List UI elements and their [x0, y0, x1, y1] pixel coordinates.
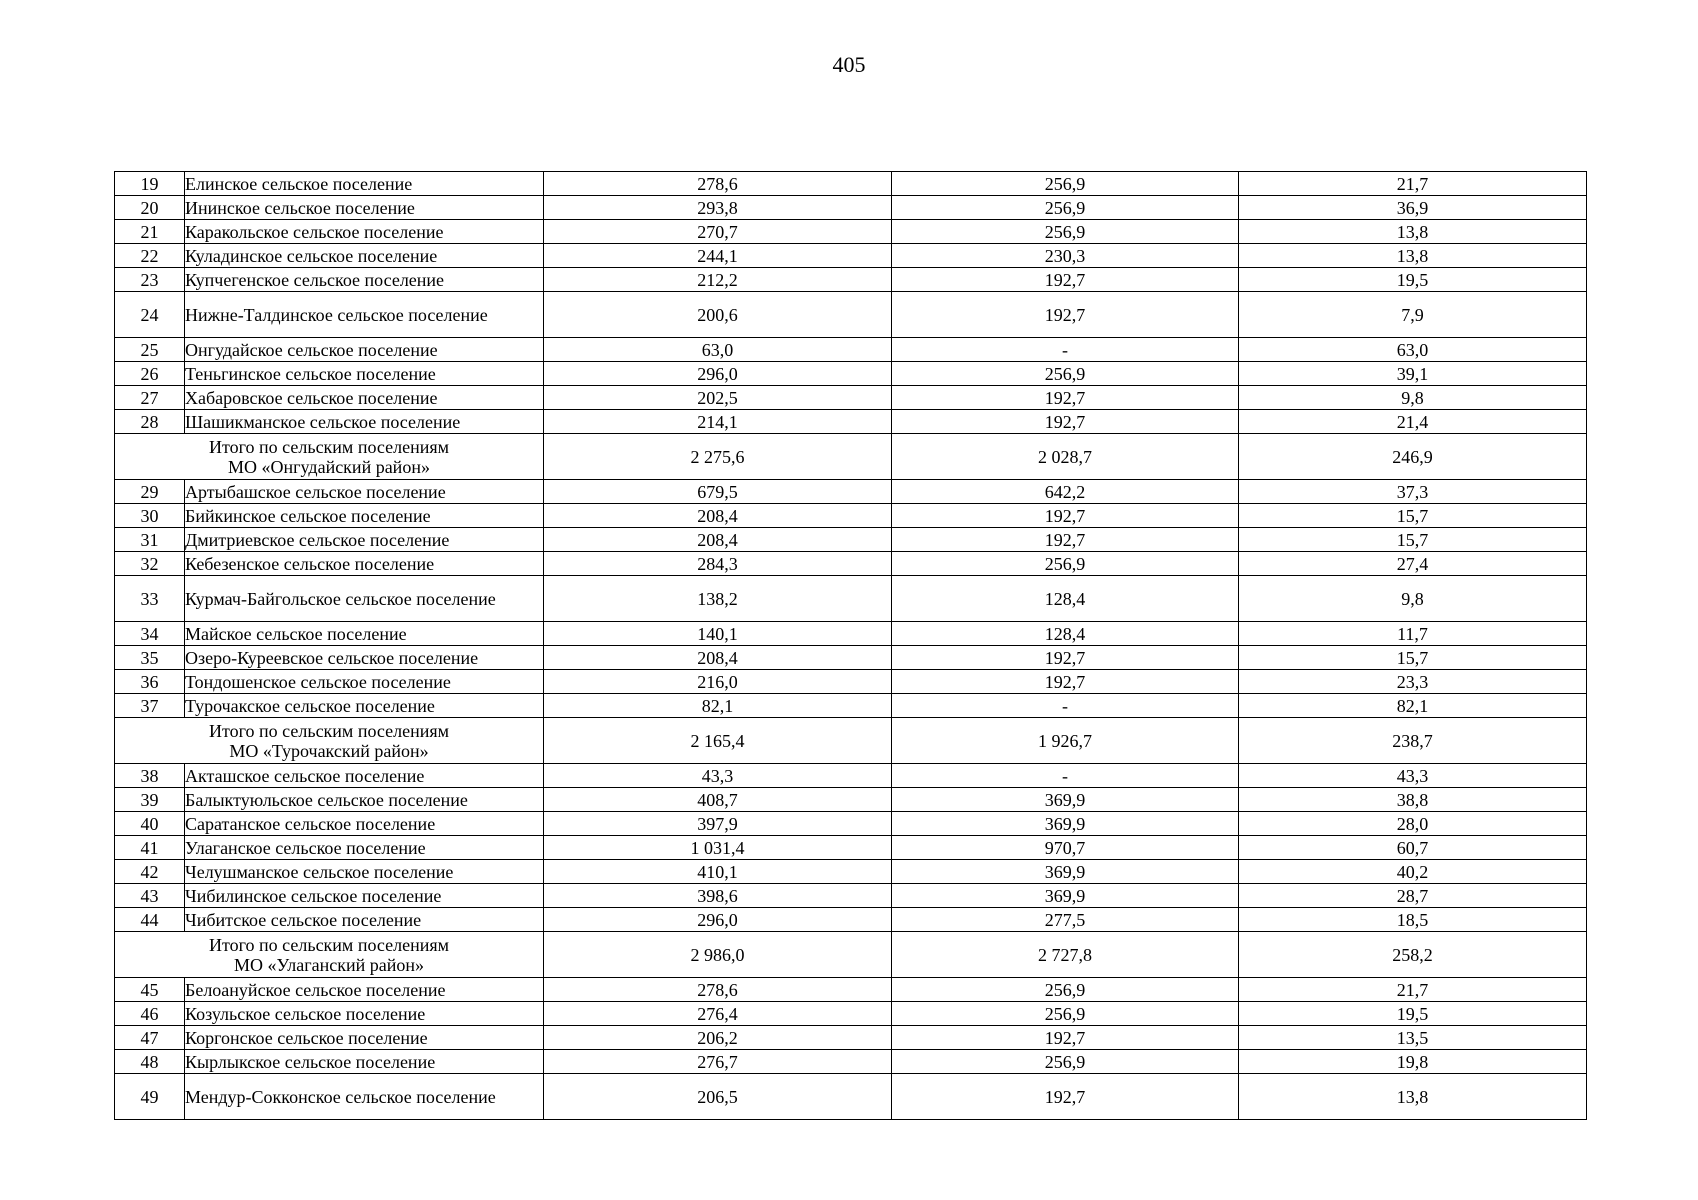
- table-row: [115, 244, 1587, 268]
- table-row: [115, 504, 1587, 528]
- settlements-budget-table: [114, 171, 1587, 1120]
- value-cell-v3: 18,5: [1239, 908, 1587, 932]
- value-cell-v1: 296,0: [544, 362, 892, 386]
- value-cell-v2: 256,9: [892, 196, 1239, 220]
- value-cell-v2: 192,7: [892, 504, 1239, 528]
- value-cell-v1: 2 165,4: [544, 718, 892, 764]
- table-row: [115, 646, 1587, 670]
- value-cell-v1: 2 986,0: [544, 932, 892, 978]
- value-cell-v1: 202,5: [544, 386, 892, 410]
- value-cell-v2: 128,4: [892, 622, 1239, 646]
- value-cell-v2: 192,7: [892, 386, 1239, 410]
- settlement-name: Турочакское сельское поселение: [185, 694, 544, 718]
- value-cell-v2: 256,9: [892, 552, 1239, 576]
- table-row: [115, 694, 1587, 718]
- settlement-name: Кырлыкское сельское поселение: [185, 1050, 544, 1074]
- value-cell-v3: 21,4: [1239, 410, 1587, 434]
- row-number: 22: [115, 244, 185, 268]
- value-cell-v3: 43,3: [1239, 764, 1587, 788]
- row-number: 43: [115, 884, 185, 908]
- value-cell-v2: 256,9: [892, 978, 1239, 1002]
- value-cell-v2: 256,9: [892, 220, 1239, 244]
- subtotal-row: [115, 718, 1587, 764]
- row-number: 46: [115, 1002, 185, 1026]
- subtotal-label: [115, 718, 544, 764]
- table-row: [115, 196, 1587, 220]
- settlement-name: Озеро-Куреевское сельское поселение: [185, 646, 544, 670]
- row-number: 26: [115, 362, 185, 386]
- table-row: [115, 812, 1587, 836]
- value-cell-v1: 398,6: [544, 884, 892, 908]
- settlement-name: Куладинское сельское поселение: [185, 244, 544, 268]
- row-number: 35: [115, 646, 185, 670]
- settlement-name: Шашикманское сельское поселение: [185, 410, 544, 434]
- value-cell-v2: 230,3: [892, 244, 1239, 268]
- value-cell-v3: 37,3: [1239, 480, 1587, 504]
- value-cell-v3: 15,7: [1239, 504, 1587, 528]
- table-row: [115, 1002, 1587, 1026]
- table-row: [115, 622, 1587, 646]
- value-cell-v2: 192,7: [892, 1074, 1239, 1120]
- row-number: 19: [115, 172, 185, 196]
- row-number: 29: [115, 480, 185, 504]
- row-number: 32: [115, 552, 185, 576]
- table-body: [115, 172, 1587, 1120]
- value-cell-v1: 270,7: [544, 220, 892, 244]
- value-cell-v3: 21,7: [1239, 978, 1587, 1002]
- value-cell-v2: 192,7: [892, 646, 1239, 670]
- settlement-name: Артыбашское сельское поселение: [185, 480, 544, 504]
- value-cell-v2: 192,7: [892, 670, 1239, 694]
- subtotal-label-line1: Итого по сельским поселениям: [208, 436, 450, 457]
- value-cell-v3: 13,8: [1239, 244, 1587, 268]
- row-number: 33: [115, 576, 185, 622]
- value-cell-v2: 970,7: [892, 836, 1239, 860]
- value-cell-v2: 192,7: [892, 528, 1239, 552]
- settlement-name: Чибитское сельское поселение: [185, 908, 544, 932]
- value-cell-v1: 216,0: [544, 670, 892, 694]
- table-row: [115, 292, 1587, 338]
- row-number: 23: [115, 268, 185, 292]
- table-row: [115, 552, 1587, 576]
- row-number: 40: [115, 812, 185, 836]
- table-row: [115, 338, 1587, 362]
- value-cell-v2: 256,9: [892, 1050, 1239, 1074]
- value-cell-v2: 369,9: [892, 884, 1239, 908]
- settlement-name: Коргонское сельское поселение: [185, 1026, 544, 1050]
- value-cell-v2: 369,9: [892, 860, 1239, 884]
- row-number: 48: [115, 1050, 185, 1074]
- value-cell-v3: 13,8: [1239, 220, 1587, 244]
- value-cell-v2: 256,9: [892, 172, 1239, 196]
- subtotal-label-line1: Итого по сельским поселениям: [208, 720, 450, 741]
- value-cell-v2: 642,2: [892, 480, 1239, 504]
- row-number: 44: [115, 908, 185, 932]
- value-cell-v1: 296,0: [544, 908, 892, 932]
- value-cell-v3: 9,8: [1239, 386, 1587, 410]
- row-number: 31: [115, 528, 185, 552]
- value-cell-v2: 1 926,7: [892, 718, 1239, 764]
- value-cell-v3: 15,7: [1239, 528, 1587, 552]
- table-row: [115, 908, 1587, 932]
- value-cell-v3: 19,5: [1239, 1002, 1587, 1026]
- value-cell-v1: 206,2: [544, 1026, 892, 1050]
- value-cell-v1: 679,5: [544, 480, 892, 504]
- value-cell-v1: 276,7: [544, 1050, 892, 1074]
- subtotal-row: [115, 932, 1587, 978]
- table-row: [115, 528, 1587, 552]
- table-row: [115, 1074, 1587, 1120]
- value-cell-v1: 2 275,6: [544, 434, 892, 480]
- row-number: 28: [115, 410, 185, 434]
- table-row: [115, 362, 1587, 386]
- settlement-name: Кебезенское сельское поселение: [185, 552, 544, 576]
- subtotal-label: [115, 932, 544, 978]
- value-cell-v2: -: [892, 764, 1239, 788]
- value-cell-v3: 7,9: [1239, 292, 1587, 338]
- value-cell-v3: 82,1: [1239, 694, 1587, 718]
- table-row: [115, 220, 1587, 244]
- value-cell-v3: 13,8: [1239, 1074, 1587, 1120]
- value-cell-v3: 21,7: [1239, 172, 1587, 196]
- row-number: 39: [115, 788, 185, 812]
- row-number: 41: [115, 836, 185, 860]
- row-number: 38: [115, 764, 185, 788]
- value-cell-v2: 128,4: [892, 576, 1239, 622]
- value-cell-v2: 2 727,8: [892, 932, 1239, 978]
- settlement-name: Дмитриевское сельское поселение: [185, 528, 544, 552]
- value-cell-v2: 369,9: [892, 812, 1239, 836]
- row-number: 21: [115, 220, 185, 244]
- value-cell-v1: 284,3: [544, 552, 892, 576]
- table-row: [115, 1026, 1587, 1050]
- subtotal-label-line2: МО «Турочакский район»: [229, 740, 429, 761]
- settlement-name: Бийкинское сельское поселение: [185, 504, 544, 528]
- value-cell-v1: 200,6: [544, 292, 892, 338]
- value-cell-v1: 410,1: [544, 860, 892, 884]
- settlement-name: Хабаровское сельское поселение: [185, 386, 544, 410]
- value-cell-v3: 28,7: [1239, 884, 1587, 908]
- row-number: 49: [115, 1074, 185, 1120]
- value-cell-v1: 276,4: [544, 1002, 892, 1026]
- subtotal-label-line2: МО «Улаганский район»: [234, 954, 424, 975]
- value-cell-v3: 60,7: [1239, 836, 1587, 860]
- value-cell-v1: 212,2: [544, 268, 892, 292]
- value-cell-v3: 38,8: [1239, 788, 1587, 812]
- settlement-name: Каракольское сельское поселение: [185, 220, 544, 244]
- value-cell-v3: 23,3: [1239, 670, 1587, 694]
- value-cell-v1: 43,3: [544, 764, 892, 788]
- value-cell-v2: 2 028,7: [892, 434, 1239, 480]
- value-cell-v1: 138,2: [544, 576, 892, 622]
- settlement-name: Онгудайское сельское поселение: [185, 338, 544, 362]
- settlement-name: Козульское сельское поселение: [185, 1002, 544, 1026]
- table-row: [115, 480, 1587, 504]
- value-cell-v3: 39,1: [1239, 362, 1587, 386]
- settlement-name: Ининское сельское поселение: [185, 196, 544, 220]
- value-cell-v1: 397,9: [544, 812, 892, 836]
- row-number: 37: [115, 694, 185, 718]
- table-row: [115, 386, 1587, 410]
- table-row: [115, 670, 1587, 694]
- settlement-name: Чибилинское сельское поселение: [185, 884, 544, 908]
- subtotal-label: [115, 434, 544, 480]
- table-row: [115, 836, 1587, 860]
- subtotal-row: [115, 434, 1587, 480]
- row-number: 25: [115, 338, 185, 362]
- value-cell-v2: 369,9: [892, 788, 1239, 812]
- value-cell-v2: 192,7: [892, 292, 1239, 338]
- value-cell-v3: 19,8: [1239, 1050, 1587, 1074]
- value-cell-v3: 28,0: [1239, 812, 1587, 836]
- value-cell-v3: 36,9: [1239, 196, 1587, 220]
- value-cell-v1: 214,1: [544, 410, 892, 434]
- settlement-name: Купчегенское сельское поселение: [185, 268, 544, 292]
- row-number: 34: [115, 622, 185, 646]
- value-cell-v3: 246,9: [1239, 434, 1587, 480]
- settlement-name: Майское сельское поселение: [185, 622, 544, 646]
- table-row: [115, 268, 1587, 292]
- value-cell-v3: 258,2: [1239, 932, 1587, 978]
- value-cell-v2: -: [892, 694, 1239, 718]
- value-cell-v1: 82,1: [544, 694, 892, 718]
- settlement-name: Саратанское сельское поселение: [185, 812, 544, 836]
- value-cell-v1: 208,4: [544, 504, 892, 528]
- value-cell-v1: 1 031,4: [544, 836, 892, 860]
- value-cell-v1: 140,1: [544, 622, 892, 646]
- row-number: 45: [115, 978, 185, 1002]
- settlement-name: Акташское сельское поселение: [185, 764, 544, 788]
- settlement-name: Челушманское сельское поселение: [185, 860, 544, 884]
- settlement-name: Балыктуюльское сельское поселение: [185, 788, 544, 812]
- subtotal-label-line2: МО «Онгудайский район»: [228, 456, 430, 477]
- value-cell-v3: 11,7: [1239, 622, 1587, 646]
- table-row: [115, 1050, 1587, 1074]
- row-number: 20: [115, 196, 185, 220]
- table-row: [115, 788, 1587, 812]
- value-cell-v1: 278,6: [544, 978, 892, 1002]
- value-cell-v3: 40,2: [1239, 860, 1587, 884]
- value-cell-v2: -: [892, 338, 1239, 362]
- value-cell-v3: 238,7: [1239, 718, 1587, 764]
- value-cell-v1: 208,4: [544, 528, 892, 552]
- value-cell-v3: 15,7: [1239, 646, 1587, 670]
- value-cell-v2: 277,5: [892, 908, 1239, 932]
- row-number: 47: [115, 1026, 185, 1050]
- settlement-name: Улаганское сельское поселение: [185, 836, 544, 860]
- value-cell-v3: 9,8: [1239, 576, 1587, 622]
- value-cell-v1: 206,5: [544, 1074, 892, 1120]
- value-cell-v3: 63,0: [1239, 338, 1587, 362]
- value-cell-v3: 13,5: [1239, 1026, 1587, 1050]
- table-row: [115, 172, 1587, 196]
- table-row: [115, 884, 1587, 908]
- table-row: [115, 860, 1587, 884]
- value-cell-v2: 192,7: [892, 268, 1239, 292]
- value-cell-v1: 244,1: [544, 244, 892, 268]
- row-number: 30: [115, 504, 185, 528]
- value-cell-v2: 256,9: [892, 362, 1239, 386]
- settlement-name: Нижне-Талдинское сельское поселение: [185, 292, 544, 338]
- row-number: 42: [115, 860, 185, 884]
- table-row: [115, 410, 1587, 434]
- value-cell-v2: 192,7: [892, 410, 1239, 434]
- page-number: 405: [832, 52, 866, 77]
- value-cell-v1: 408,7: [544, 788, 892, 812]
- table-row: [115, 978, 1587, 1002]
- value-cell-v2: 192,7: [892, 1026, 1239, 1050]
- value-cell-v1: 293,8: [544, 196, 892, 220]
- table-row: [115, 764, 1587, 788]
- row-number: 24: [115, 292, 185, 338]
- subtotal-label-line1: Итого по сельским поселениям: [208, 934, 450, 955]
- value-cell-v1: 278,6: [544, 172, 892, 196]
- settlement-name: Белоануйское сельское поселение: [185, 978, 544, 1002]
- row-number: 27: [115, 386, 185, 410]
- settlement-name: Курмач-Байгольское сельское поселение: [185, 576, 544, 622]
- value-cell-v1: 208,4: [544, 646, 892, 670]
- value-cell-v3: 27,4: [1239, 552, 1587, 576]
- settlement-name: Теньгинское сельское поселение: [185, 362, 544, 386]
- settlement-name: Тондошенское сельское поселение: [185, 670, 544, 694]
- settlement-name: Мендур-Сокконское сельское поселение: [185, 1074, 544, 1120]
- value-cell-v1: 63,0: [544, 338, 892, 362]
- value-cell-v2: 256,9: [892, 1002, 1239, 1026]
- table-row: [115, 576, 1587, 622]
- settlement-name: Елинское сельское поселение: [185, 172, 544, 196]
- value-cell-v3: 19,5: [1239, 268, 1587, 292]
- row-number: 36: [115, 670, 185, 694]
